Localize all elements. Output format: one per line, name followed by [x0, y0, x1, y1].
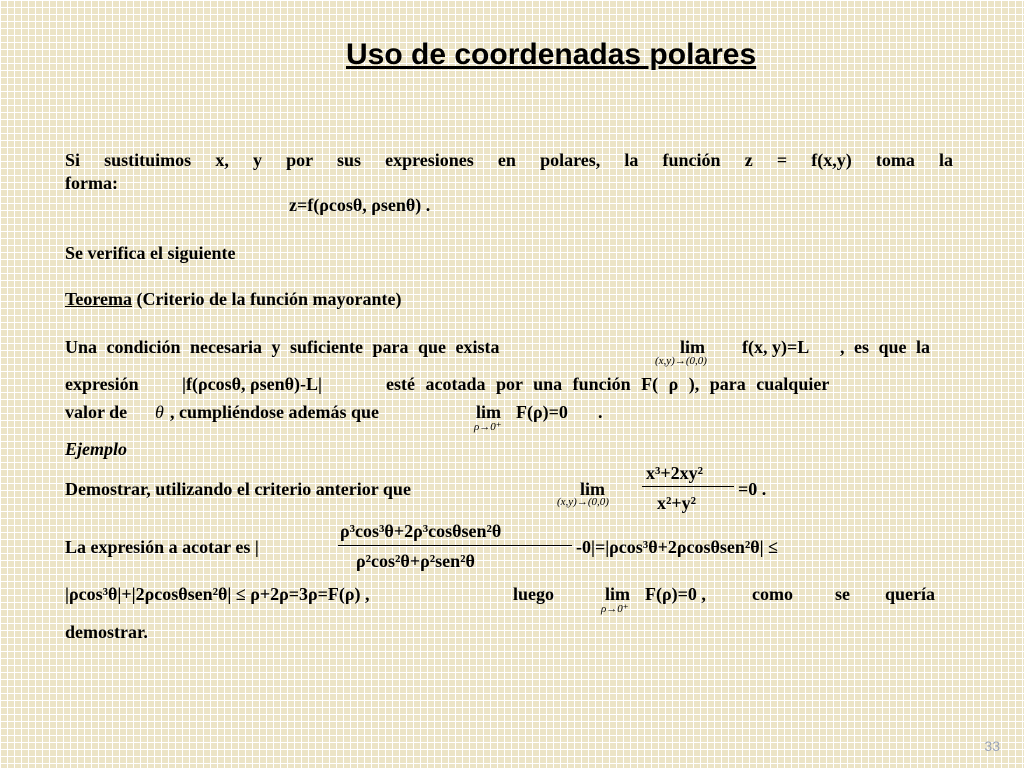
final-limit-subscript: ρ→0⁺ — [601, 603, 629, 615]
intro-line-1: Si sustituimos x, y por sus expresiones en polares, la función z = f(x,y) toma la — [65, 150, 953, 170]
verifica-text: Se verifica el siguiente — [65, 243, 236, 263]
final-limit-operator: lim — [605, 584, 630, 604]
theorem-heading — [65, 290, 401, 308]
slide-number: 33 — [984, 738, 1000, 754]
theorem-line-1-start: Una condición necesaria y suficiente para que exista — [65, 337, 500, 357]
acotar-denominator: ρ²cos²θ+ρ²sen²θ — [356, 551, 475, 571]
limit-operator: lim — [680, 337, 705, 357]
bounded-expression: |f(ρcosθ, ρsenθ)-L| — [182, 374, 322, 394]
luego-text: luego — [513, 584, 555, 604]
final-limit-value: F(ρ)=0 , — [645, 584, 706, 604]
theorem-name: (Criterio de la función mayorante) — [136, 289, 402, 309]
intro-line-2: forma: — [65, 173, 118, 193]
theorem-line-3-d: . — [598, 402, 603, 422]
polar-formula: z=f(ρcosθ, ρsenθ) . — [289, 195, 431, 215]
theorem-line-2-c: esté acotada por una función F( ρ ), para cualquier — [386, 374, 830, 394]
theorem-line-3-c: F(ρ)=0 — [516, 402, 568, 422]
theta-symbol: θ — [155, 402, 164, 422]
theorem-line-2-a: expresión — [65, 374, 139, 394]
demostrar-text: Demostrar, utilizando el criterio anterior que — [65, 479, 411, 499]
acotar-fraction-bar — [338, 545, 572, 546]
se-text: se — [835, 584, 850, 604]
slide-title: Uso de coordenadas polares — [346, 38, 757, 71]
acotar-label: La expresión a acotar es | — [65, 537, 259, 557]
theorem-line-1-end: , es que la — [840, 337, 931, 357]
theorem-limit-function: f(x, y)=L — [742, 337, 810, 357]
limit-subscript-rho: ρ→0⁺ — [474, 421, 502, 433]
limit-subscript-xy: (x,y)→(0,0) — [655, 355, 707, 367]
example-limit-subscript: (x,y)→(0,0) — [557, 496, 609, 508]
acotar-numerator: ρ³cos³θ+2ρ³cosθsen²θ — [340, 521, 502, 541]
example-heading: Ejemplo — [65, 439, 127, 459]
bound-chain: |ρcos³θ|+|2ρcosθsen²θ| ≤ ρ+2ρ=3ρ=F(ρ) , — [65, 584, 370, 604]
acotar-result: -0|=|ρcos³θ+2ρcosθsen²θ| ≤ — [576, 537, 779, 557]
example-fraction-bar — [642, 486, 734, 487]
theorem-label: Teorema — [65, 289, 132, 309]
theorem-line-3-a: valor de — [65, 402, 128, 422]
final-word: demostrar. — [65, 622, 148, 642]
como-text: como — [752, 584, 793, 604]
theorem-line-3-b: , cumpliéndose además que — [170, 402, 380, 422]
example-denominator: x²+y² — [657, 493, 697, 513]
queria-text: quería — [885, 584, 936, 604]
limit-operator-rho: lim — [476, 402, 501, 422]
example-numerator: x³+2xy² — [646, 463, 704, 483]
example-result: =0 . — [738, 479, 767, 499]
example-limit-operator: lim — [580, 479, 605, 499]
